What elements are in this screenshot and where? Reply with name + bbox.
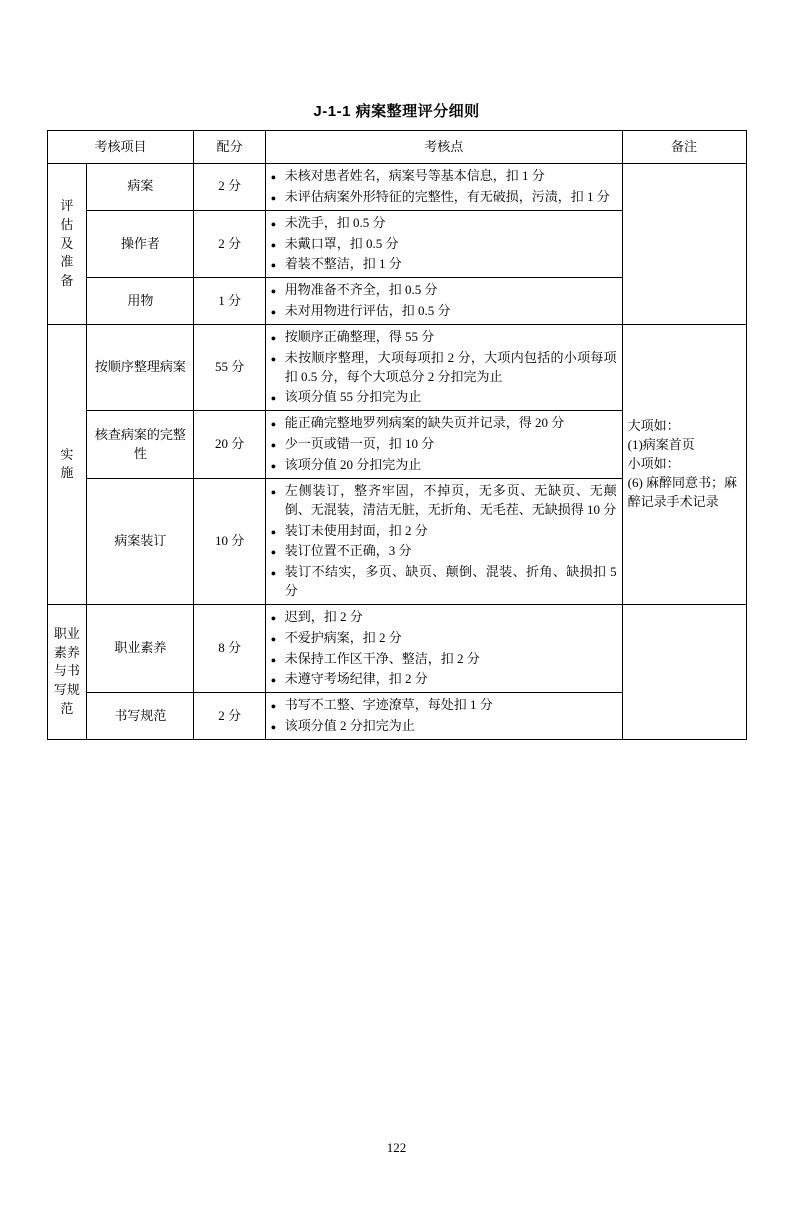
item-score: 8 分 [194, 604, 265, 692]
list-item: ● 未洗手，扣 0.5 分 [271, 214, 617, 233]
item-points [265, 411, 622, 479]
remark-empty-assessment [622, 164, 746, 325]
item-points [265, 604, 622, 692]
item-points [265, 164, 622, 211]
item-score: 10 分 [194, 478, 265, 604]
table-row [47, 324, 746, 410]
table-header [47, 131, 746, 164]
item-points [265, 324, 622, 410]
item-score: 2 分 [194, 210, 265, 278]
table-row [47, 164, 746, 211]
list-item: ● 装订不结实，多页、缺页、颠倒、混装、折角、缺损扣 5 分 [271, 563, 617, 601]
item-score: 2 分 [194, 164, 265, 211]
remark-empty-professionalism [622, 604, 746, 739]
list-item: ● 未保持工作区干净、整洁，扣 2 分 [271, 650, 617, 669]
group-label-assessment: 评 估 及 准 备 [47, 164, 87, 325]
list-item: ● 按顺序正确整理，得 55 分 [271, 328, 617, 347]
list-item: ● 未评估病案外形特征的完整性，有无破损，污渍，扣 1 分 [271, 188, 617, 207]
list-item: ● 该项分值 20 分扣完为止 [271, 456, 617, 475]
column-header-remark: 备注 [622, 131, 746, 164]
list-item: ● 书写不工整、字迹潦草，每处扣 1 分 [271, 696, 617, 715]
table-row [47, 604, 746, 692]
item-name: 按顺序整理病案 [87, 324, 194, 410]
group-label-professionalism: 职业 素养 与书 写规 范 [47, 604, 87, 739]
item-points [265, 693, 622, 740]
item-points [265, 278, 622, 325]
item-name: 用物 [87, 278, 194, 325]
list-item: ● 左侧装订，整齐牢固，不掉页，无多页、无缺页、无颠倒、无混装，清洁无脏，无折角、无毛茬、无缺损得 10 分 [271, 482, 617, 520]
item-name: 核查病案的完整性 [87, 411, 194, 479]
list-item: ● 该项分值 55 分扣完为止 [271, 388, 617, 407]
list-item: ● 用物准备不齐全，扣 0.5 分 [271, 281, 617, 300]
item-name: 病案装订 [87, 478, 194, 604]
remark-line: 小项如： [627, 455, 680, 471]
list-item: ● 少一页或错一页，扣 10 分 [271, 435, 617, 454]
points-list [271, 608, 617, 689]
item-score: 20 分 [194, 411, 265, 479]
item-name: 职业素养 [87, 604, 194, 692]
points-list [271, 482, 617, 601]
column-header-points: 考核点 [265, 131, 622, 164]
list-item: ● 未遵守考场纪律，扣 2 分 [271, 670, 617, 689]
group-label-implementation: 实 施 [47, 324, 87, 604]
remark-line: (1)病案首页 [627, 437, 695, 453]
list-item: ● 该项分值 2 分扣完为止 [271, 717, 617, 736]
remark-line: (6) 麻醉同意书；麻醉记录手术记录 [627, 474, 738, 509]
list-item: ● 装订未使用封面，扣 2 分 [271, 522, 617, 541]
item-score: 2 分 [194, 693, 265, 740]
list-item: ● 装订位置不正确，3 分 [271, 542, 617, 561]
points-list [271, 414, 617, 475]
list-item: ● 着装不整洁，扣 1 分 [271, 255, 617, 274]
points-list [271, 281, 617, 321]
list-item: ● 未按顺序整理，大项每项扣 2 分，大项内包括的小项每项扣 0.5 分，每个大项总分 2 分扣完为止 [271, 349, 617, 387]
item-name: 病案 [87, 164, 194, 211]
table-body [47, 164, 746, 740]
item-points [265, 478, 622, 604]
item-points [265, 210, 622, 278]
list-item: ● 未对用物进行评估，扣 0.5 分 [271, 302, 617, 321]
list-item: ● 不爱护病案，扣 2 分 [271, 629, 617, 648]
score-criteria-table [47, 130, 747, 740]
remark-block [622, 324, 746, 604]
page-number: 122 [386, 1140, 407, 1155]
column-header-score: 配分 [194, 131, 265, 164]
list-item: ● 未戴口罩，扣 0.5 分 [271, 235, 617, 254]
item-score: 55 分 [194, 324, 265, 410]
points-list [271, 167, 617, 207]
table-header-row [47, 131, 746, 164]
points-list [271, 214, 617, 275]
list-item: ● 能正确完整地罗列病案的缺失页并记录，得 20 分 [271, 414, 617, 433]
list-item: ● 迟到，扣 2 分 [271, 608, 617, 627]
item-name: 书写规范 [87, 693, 194, 740]
item-name: 操作者 [87, 210, 194, 278]
document-page [0, 100, 793, 1222]
points-list [271, 328, 617, 407]
list-item: ● 未核对患者姓名，病案号等基本信息，扣 1 分 [271, 167, 617, 186]
points-list [271, 696, 617, 736]
item-score: 1 分 [194, 278, 265, 325]
column-header-item: 考核项目 [47, 131, 194, 164]
page-title: J-1-1 病案整理评分细则 [313, 103, 480, 120]
remark-line: 大项如： [627, 418, 680, 434]
